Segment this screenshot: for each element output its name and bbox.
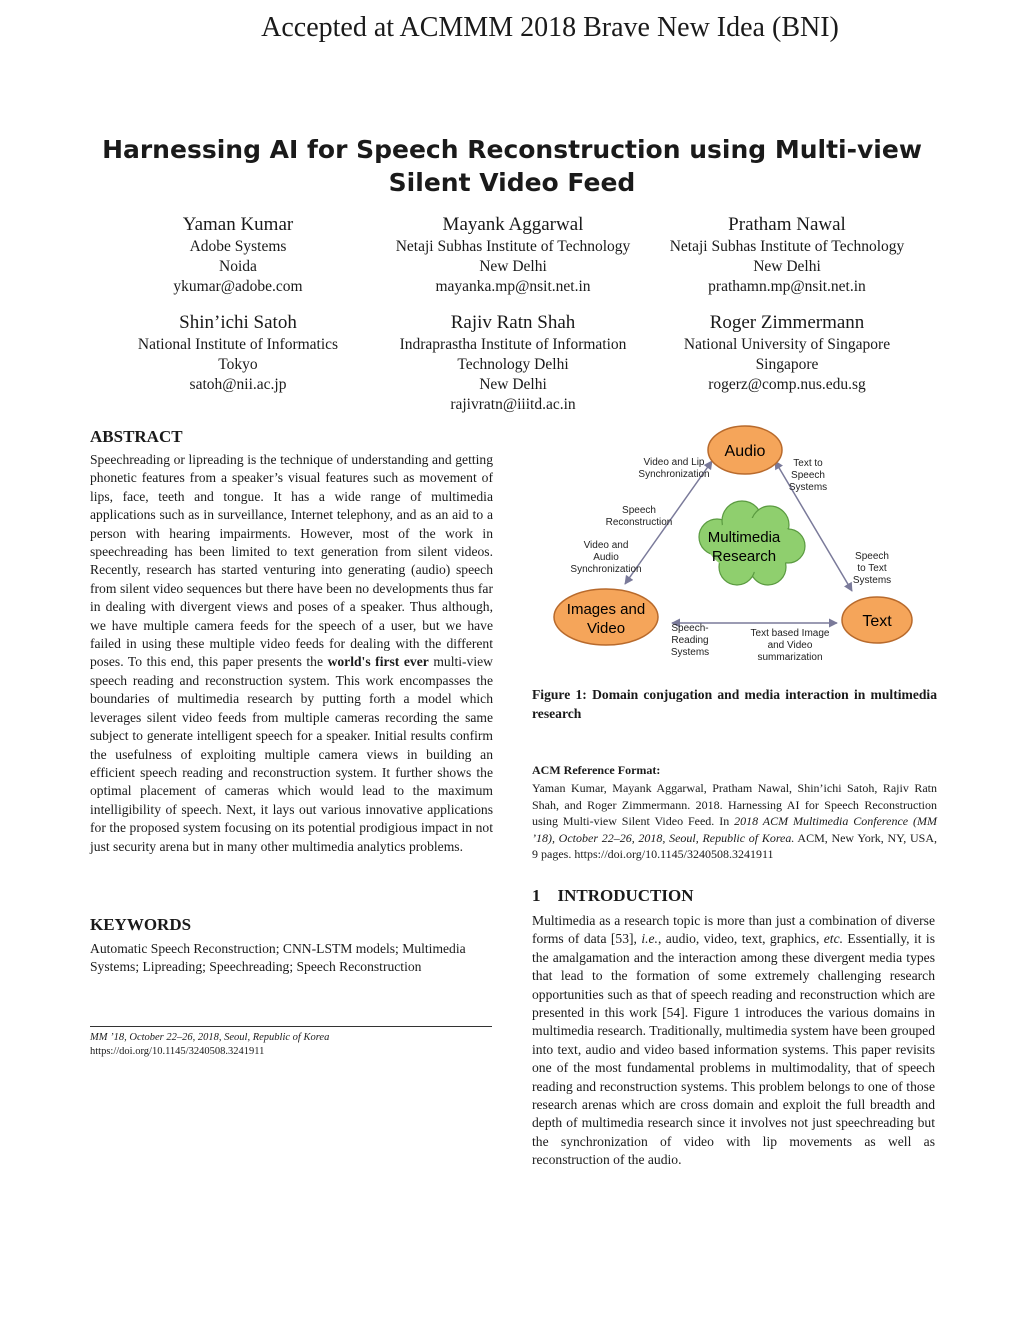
author-email[interactable]: ykumar@adobe.com [173,278,303,295]
label-video-lip-sync-1: Video and Lip [643,457,705,468]
label-video-audio-sync-3: Synchronization [570,564,642,575]
label-speech-reconstruction-1: Speech [622,505,656,516]
author-name: Mayank Aggarwal [442,214,584,235]
introduction-body [532,912,935,1170]
label-speech-to-text-2: to Text [857,563,887,574]
label-text-based-image-3: summarization [757,652,823,663]
acm-reference-text-2: ACM, New York, NY, USA, 9 pages. https://doi.org/10.1145/3240508.3241911 [532,830,937,861]
author-affiliation-line-2: Technology Delhi [457,356,569,373]
label-text-based-image-1: Text based Image [750,628,830,639]
label-speech-reading-3: Systems [670,647,710,658]
author-block [363,312,663,415]
intro-etc: etc. [823,931,844,947]
author-location: New Delhi [753,258,821,275]
label-speech-reconstruction-2: Reconstruction [605,517,673,528]
abstract-heading: ABSTRACT [90,427,183,446]
author-name: Roger Zimmermann [709,312,865,333]
author-block [88,214,388,297]
acm-reference-body [532,780,937,863]
abstract-body [90,451,493,856]
author-affiliation: Netaji Subhas Institute of Technology [669,238,905,255]
images-node-label-2: Video [586,620,626,637]
author-name: Pratham Nawal [728,214,846,235]
title-line-2: Silent Video Feed [388,168,636,197]
label-speech-reading-1: Speech- [671,623,709,634]
author-email[interactable]: mayanka.mp@nsit.net.in [435,278,591,295]
author-location: Tokyo [218,356,258,373]
author-affiliation: National University of Singapore [683,336,891,353]
author-affiliation: National Institute of Informatics [137,336,339,353]
acm-reference-heading: ACM Reference Format: [532,763,661,777]
images-node-label-1: Images and [566,601,646,618]
author-block [637,214,937,297]
acceptance-banner: Accepted at ACMMM 2018 Brave New Idea (BNI) [261,12,839,43]
author-block [88,312,388,395]
center-label-2: Research [711,548,777,565]
author-email[interactable]: rajivratn@iiitd.ac.in [450,396,576,413]
author-name: Yaman Kumar [182,214,294,235]
footnote [90,1031,329,1059]
center-label-1: Multimedia [707,529,781,546]
text-node-label: Text [862,613,892,630]
label-video-lip-sync-2: Synchronization [638,469,710,480]
paper-title [100,133,924,199]
author-block [363,214,663,297]
footnote-doi[interactable]: https://doi.org/10.1145/3240508.3241911 [90,1046,265,1057]
author-affiliation: Netaji Subhas Institute of Technology [395,238,631,255]
author-email[interactable]: prathamn.mp@nsit.net.in [708,278,866,295]
keywords-heading: KEYWORDS [90,915,192,934]
abstract-bold-phrase: world's first ever [327,654,429,670]
label-text-based-image-2: and Video [767,640,813,651]
acm-reference-text-1: Yaman Kumar, Mayank Aggarwal, Pratham Nawal, Shin’ichi Satoh, Rajiv Ratn Shah, and Roger Zimmermann. 2018. Harnessing AI for Speech Reconstruction using Multi-view Silent Video Feed. In [532,781,937,828]
footnote-venue: MM ’18, October 22–26, 2018, Seoul, Republic of Korea [90,1032,330,1043]
title-line-1: Harnessing AI for Speech Reconstruction using Multi-view [102,135,922,164]
footnote-divider [90,1026,492,1027]
author-affiliation: Indraprastha Institute of Information [399,336,627,353]
intro-text-1: Multimedia as a research topic is more than just a combination of diverse forms of data [53], [532,913,935,947]
label-speech-to-text-3: Systems [852,575,892,586]
abstract-text-part-1: Speechreading or lipreading is the technique of understanding and getting phonetic features from a speaker’s visual features such as movement of lips, face, teeth and tongue. It has a wide range of multimedia applications such as in surveillance, Internet telephony, and as an aid to a person with hearing impairments. However, most of the work in speechreading has been limited to text generation from silent videos. Recently, research has started venturing into generating (audio) speech from silent video sequences but there have been no developments thus far in dealing with divergent views and poses of a speaker. Thus although, we have multiple camera feeds for the speech of a user, but we have failed in using these multiple video feeds for dealing with the different poses. To this end, this paper presents the [90,452,493,670]
introduction-heading: 1 INTRODUCTION [532,886,694,905]
author-location: Noida [219,258,257,275]
author-block [637,312,937,395]
label-video-audio-sync-1: Video and [583,540,629,551]
label-text-to-speech-2: Speech [791,470,825,481]
intro-text-3: Essentially, it is the amalgamation and the interaction among these divergent media types that lead to the formation of some extremely challenging research opportunities such as that of speech reading and reconstruction which are presented in this work [54]. Figure 1 introduces the various domains in multimedia research. Traditionally, multimedia system have been grouped into text, audio and video based information systems. This paper revisits one of the most fundamental problems in multimodality, that of speech reading and reconstruction systems. This problem belongs to one of those research arenas which are cross domain and exploit the full breadth and depth of multimedia research since it involves not just speechreading but the synchronization of video with lip movements as well as reconstruction of the audio. [532,931,935,1168]
author-email[interactable]: satoh@nii.ac.jp [189,376,287,393]
audio-node-label: Audio [724,443,766,460]
author-affiliation: Adobe Systems [189,238,287,255]
label-text-to-speech-3: Systems [788,482,828,493]
abstract-text-part-2: multi-view speech reading and reconstruction system. This work encompasses the boundaries of multimedia research by putting forth a model which leverages silent video feeds from multiple cameras recording the same subject to generate intelligent speech for a speaker. Initial results confirm the usefulness of exploiting multiple camera views in building an efficient speech reading and reconstruction system. It further shows the optimal placement of cameras which would lead to the maximum intelligibility of speech. Next, it lays out various innovative applications for the proposed system focusing on its potential prodigious impact in not just security arena but in many other multimedia analytics problems. [90,654,493,854]
label-speech-reading-2: Reading [671,635,709,646]
figure-1-diagram [532,421,942,671]
intro-text-2: , audio, video, text, graphics, [657,931,824,947]
acm-reference-venue: 2018 ACM Multimedia Conference (MM ’18), October 22–26, 2018, Seoul, Republic of Korea. [532,814,937,845]
author-location: New Delhi [479,258,547,275]
author-email[interactable]: rogerz@comp.nus.edu.sg [708,376,866,393]
label-video-audio-sync-2: Audio [593,552,619,563]
author-name: Rajiv Ratn Shah [450,312,576,333]
keywords-body: Automatic Speech Reconstruction; CNN-LSTM models; Multimedia Systems; Lipreading; Speechreading; Speech Reconstruction [90,941,466,975]
label-text-to-speech-1: Text to [793,458,823,469]
label-speech-to-text-1: Speech [855,551,889,562]
figure-caption: Figure 1: Domain conjugation and media interaction in multimedia research [532,687,937,721]
author-location: New Delhi [479,376,547,393]
author-name: Shin’ichi Satoh [179,312,297,333]
intro-ie: i.e. [641,931,658,947]
author-location: Singapore [755,356,819,373]
